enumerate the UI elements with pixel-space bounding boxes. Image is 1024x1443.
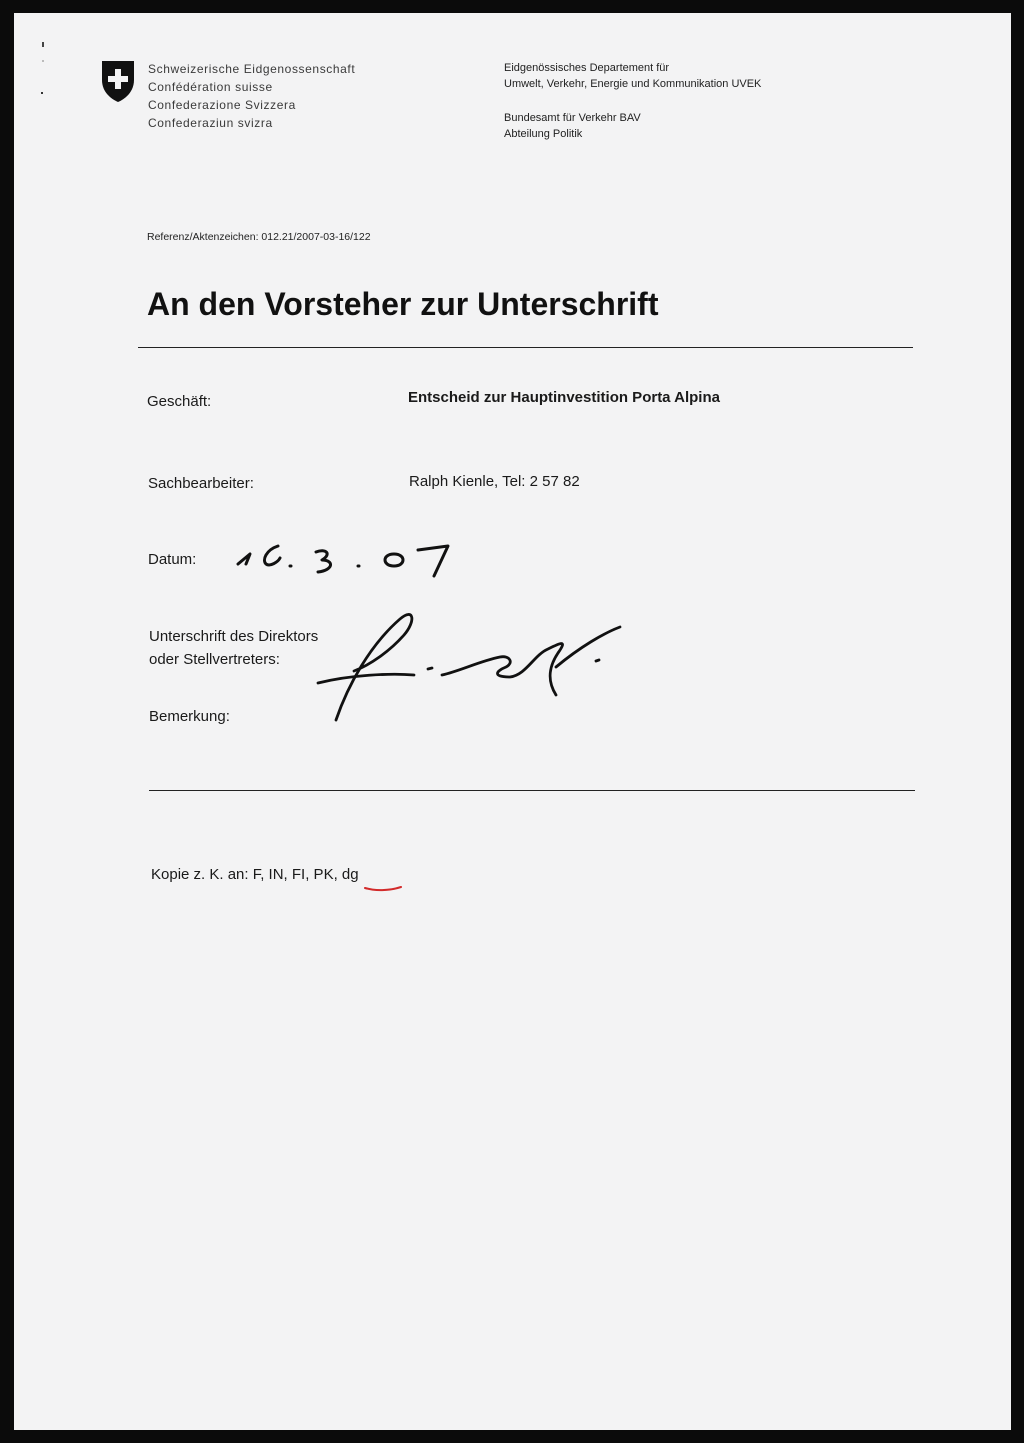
- datum-label: Datum:: [148, 551, 197, 568]
- signature: [310, 605, 630, 730]
- geschaeft-label: Geschäft:: [147, 393, 212, 410]
- unterschrift-label-line: oder Stellvertreters:: [149, 651, 280, 668]
- scan-mark: [38, 40, 48, 100]
- divider: [149, 790, 915, 791]
- reference-number: Referenz/Aktenzeichen: 012.21/2007-03-16/122: [147, 231, 371, 243]
- office-line: Abteilung Politik: [504, 128, 583, 140]
- confederation-line: Confederazione Svizzera: [148, 98, 296, 112]
- red-pen-underline: [363, 883, 403, 895]
- handwritten-date: [234, 536, 464, 582]
- geschaeft-value: Entscheid zur Hauptinvestition Porta Alpina: [408, 389, 720, 406]
- department-block: [504, 60, 761, 142]
- confederation-line: Confédération suisse: [148, 80, 273, 94]
- sachbearbeiter-value: Ralph Kienle, Tel: 2 57 82: [409, 473, 580, 490]
- bemerkung-label: Bemerkung:: [149, 708, 230, 725]
- department-line: Eidgenössisches Departement für: [504, 62, 670, 74]
- swiss-cross-shield-icon: [99, 58, 137, 104]
- confederation-name-block: [148, 60, 355, 132]
- department-line: Umwelt, Verkehr, Energie und Kommunikation UVEK: [504, 78, 762, 90]
- office-line: Bundesamt für Verkehr BAV: [504, 112, 641, 124]
- unterschrift-label: [149, 625, 318, 671]
- confederation-line: Schweizerische Eidgenossenschaft: [148, 62, 356, 76]
- page-title: An den Vorsteher zur Unterschrift: [147, 286, 659, 322]
- sachbearbeiter-label: Sachbearbeiter:: [148, 475, 254, 492]
- copy-distribution: Kopie z. K. an: F, IN, FI, PK, dg: [151, 866, 359, 883]
- divider: [138, 347, 913, 348]
- unterschrift-label-line: Unterschrift des Direktors: [149, 628, 319, 645]
- confederation-line: Confederaziun svizra: [148, 116, 273, 130]
